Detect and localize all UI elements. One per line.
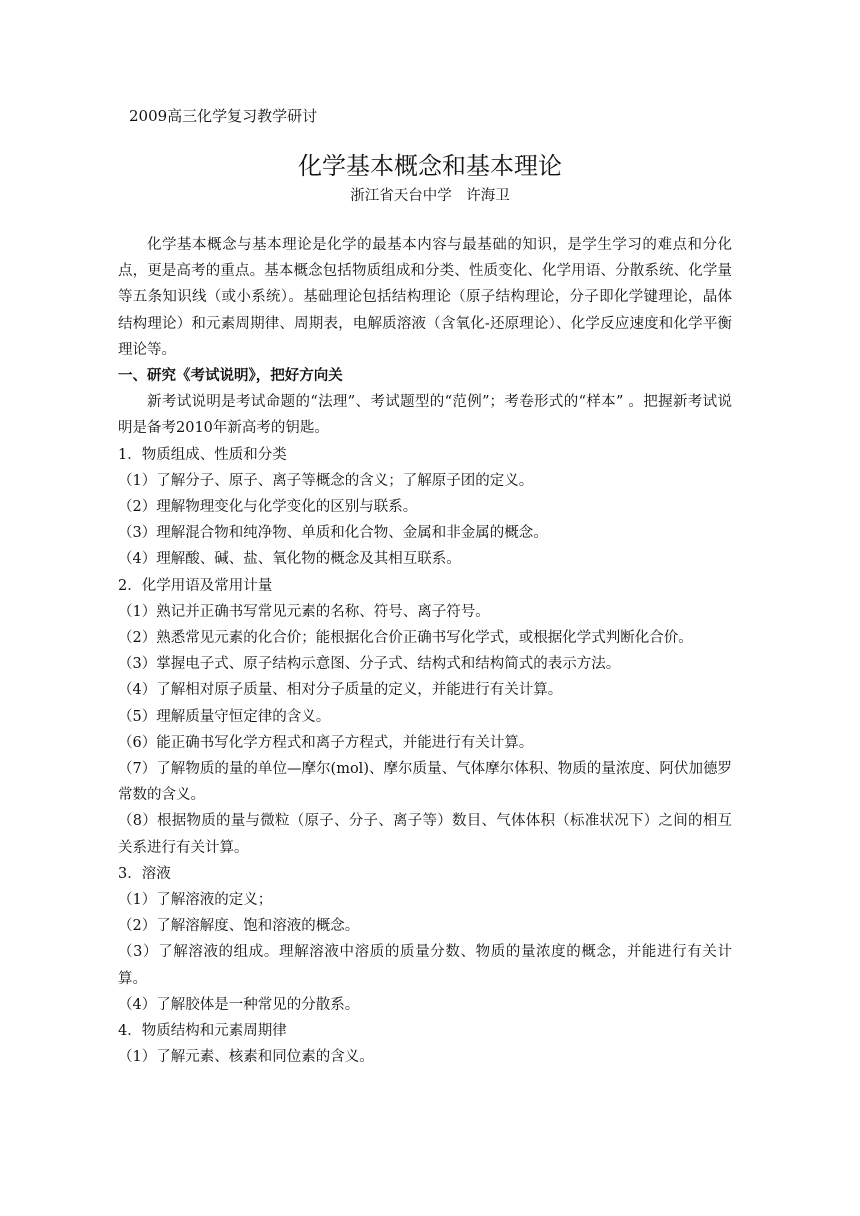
list-item: （1）了解元素、核素和同位素的含义。 [118, 1049, 374, 1066]
list-item: （2）熟悉常见元素的化合价；能根据化合价正确书写化学式，或根据化学式判断化合价。 [118, 630, 693, 647]
list-item: （4）理解酸、碱、盐、氧化物的概念及其相互联系。 [118, 551, 461, 568]
list-item: （1）了解溶液的定义； [118, 892, 273, 909]
list-item: （7）了解物质的量的单位—摩尔(mol)、摩尔质量、气体摩尔体积、物质的量浓度、阿伏加德罗常数的含义。 [118, 761, 732, 804]
topic-heading: 3．溶液 [118, 865, 171, 882]
list-item: （4）了解相对原子质量、相对分子质量的定义，并能进行有关计算。 [118, 682, 563, 699]
document-title: 化学基本概念和基本理论 [298, 152, 562, 180]
list-item: （3）掌握电子式、原子结构示意图、分子式、结构式和结构简式的表示方法。 [118, 656, 621, 673]
list-item: （1）了解分子、原子、离子等概念的含义；了解原子团的定义。 [118, 472, 534, 489]
list-item: （5）理解质量守恒定律的含义。 [118, 708, 331, 725]
author-line: 浙江省天台中学 许海卫 [350, 188, 510, 204]
intro-paragraph: 化学基本概念与基本理论是化学的最基本内容与最基础的知识，是学生学习的难点和分化点，更是高考的重点。基本概念包括物质组成和分类、性质变化、化学用语、分散系统、化学量等五条知识线（或小系统）。基础理论包括结构理论（原子结构理论，分子即化学键理论，晶体结构理论）和元素周期律、周期表，电解质溶液（含氧化-还原理论）、化学反应速度和化学平衡理论等。 [118, 237, 732, 358]
topic-heading: 4．物质结构和元素周期律 [118, 1023, 287, 1040]
list-item: （2）了解溶解度、饱和溶液的概念。 [118, 918, 360, 935]
list-item: （3）了解溶液的组成。理解溶液中溶质的质量分数、物质的量浓度的概念，并能进行有关计算。 [118, 944, 732, 987]
topic-heading: 2．化学用语及常用计量 [118, 577, 273, 594]
list-item: （2）理解物理变化与化学变化的区别与联系。 [118, 499, 418, 516]
list-item: （4）了解胶体是一种常见的分散系。 [118, 996, 360, 1013]
event-header: 2009高三化学复习教学研讨 [129, 107, 318, 125]
topic-heading: 1．物质组成、性质和分类 [118, 446, 287, 463]
section-paragraph: 新考试说明是考试命题的“法理”、考试题型的“范例”；考卷形式的“样本” 。把握新考试说明是备考2010年新高考的钥匙。 [118, 394, 732, 437]
list-item: （3）理解混合物和纯净物、单质和化合物、金属和非金属的概念。 [118, 525, 548, 542]
document-body [118, 232, 732, 1071]
list-item: （1）熟记并正确书写常见元素的名称、符号、离子符号。 [118, 603, 490, 620]
section-heading: 一、研究《考试说明》，把好方向关 [118, 367, 343, 385]
list-item: （6）能正确书写化学方程式和离子方程式，并能进行有关计算。 [118, 734, 534, 751]
list-item: （8）根据物质的量与微粒（原子、分子、离子等）数目、气体体积（标准状况下）之间的相互关系进行有关计算。 [118, 813, 732, 856]
